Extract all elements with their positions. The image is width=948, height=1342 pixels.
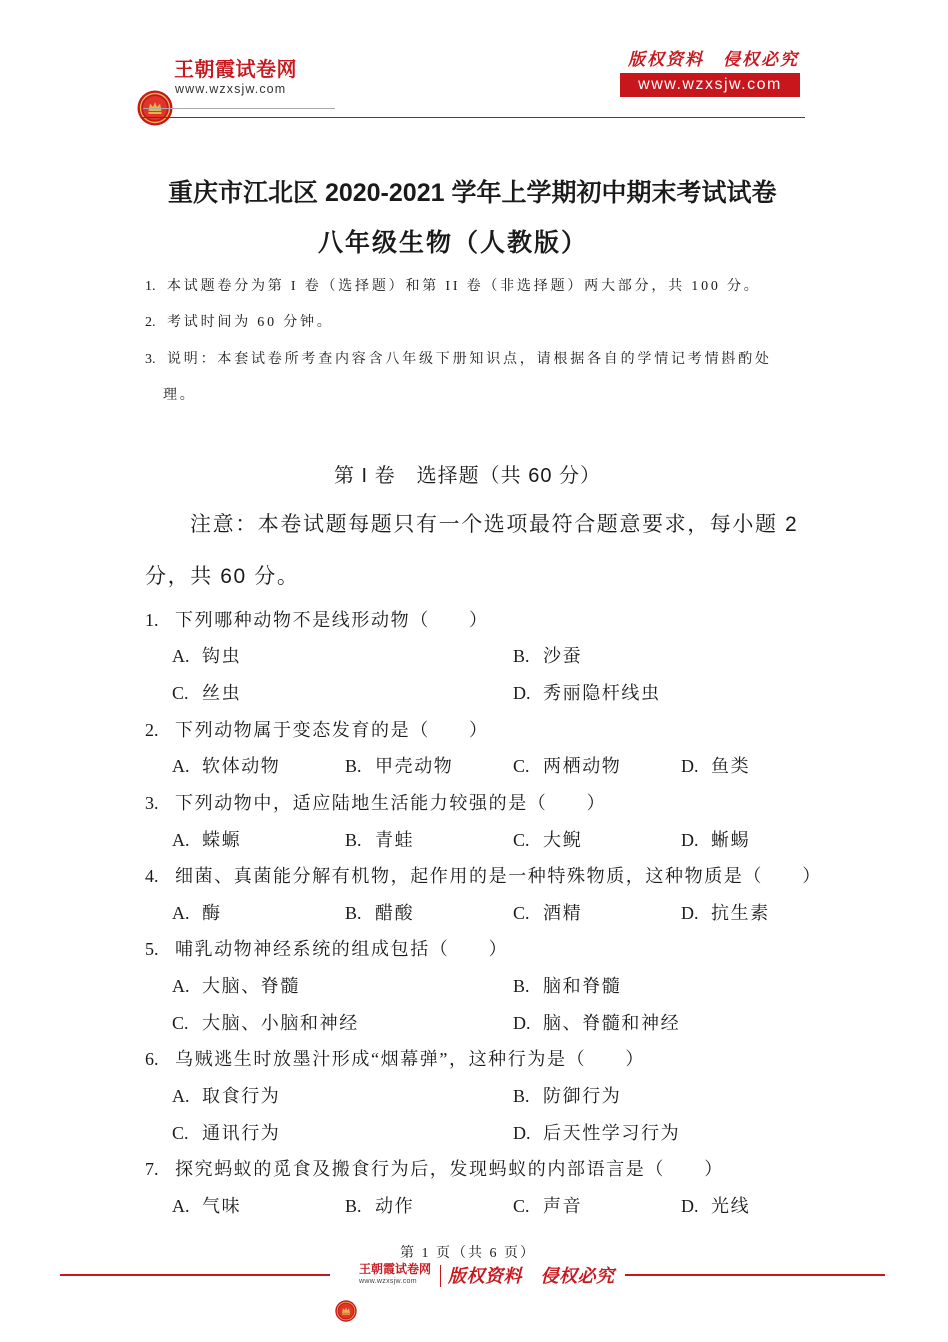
- copyright-notice: 版权资料 侵权必究: [628, 50, 799, 69]
- exam-title: 重庆市江北区 2020-2021 学年上学期初中期末考试试卷: [168, 179, 777, 207]
- option-d: [681, 901, 770, 925]
- option-text: 大鲵: [543, 830, 583, 850]
- option-d: [681, 754, 750, 778]
- question-number: 5.: [145, 939, 159, 959]
- option-b: [513, 974, 621, 998]
- footer-logo-name: 王朝霞试卷网: [359, 1262, 432, 1276]
- option-b: [345, 901, 414, 925]
- footer-rule-right: [625, 1274, 885, 1276]
- option-label: B.: [345, 830, 362, 850]
- option-c: [513, 828, 582, 852]
- option-text: 酶: [202, 903, 222, 923]
- option-label: D.: [513, 1013, 531, 1033]
- instruction-text: 考试时间为 60 分钟。: [167, 315, 334, 330]
- page-indicator: 第 1 页（共 6 页）: [400, 1246, 536, 1261]
- option-text: 大脑、小脑和神经: [202, 1013, 359, 1033]
- option-label: C.: [172, 1013, 189, 1033]
- option-label: D.: [513, 1123, 531, 1143]
- question-number: 4.: [145, 866, 159, 886]
- option-a: [172, 644, 241, 668]
- option-c: [172, 1011, 359, 1035]
- option-text: 防御行为: [543, 1086, 622, 1106]
- instruction-number: 3.: [145, 352, 156, 367]
- question-number: 3.: [145, 793, 159, 813]
- question-number: 6.: [145, 1049, 159, 1069]
- question-stem: [145, 1047, 645, 1071]
- option-label: C.: [513, 1196, 530, 1216]
- instruction-1: [145, 277, 761, 297]
- option-label: B.: [345, 903, 362, 923]
- option-text: 抗生素: [711, 903, 770, 923]
- footer-rule-left: [60, 1274, 330, 1276]
- option-text: 酒精: [543, 903, 583, 923]
- instruction-number: 1.: [145, 279, 156, 294]
- option-label: C.: [513, 830, 530, 850]
- option-text: 两栖动物: [543, 756, 622, 776]
- option-b: [345, 1194, 414, 1218]
- option-label: B.: [345, 1196, 362, 1216]
- logo-underline: [143, 108, 335, 109]
- option-label: D.: [681, 903, 699, 923]
- section-note-line-2: 分，共 60 分。: [145, 565, 300, 588]
- option-text: 丝虫: [202, 683, 242, 703]
- question-text: 下列动物中，适应陆地生活能力较强的是（ ）: [175, 793, 607, 813]
- option-text: 脑和脊髓: [543, 976, 622, 996]
- site-url-badge: www.wzxsjw.com: [620, 73, 800, 97]
- footer-copyright-notice: 版权资料 侵权必究: [448, 1266, 615, 1286]
- option-a: [172, 828, 241, 852]
- option-label: A.: [172, 903, 190, 923]
- question-stem: [145, 937, 508, 961]
- option-label: D.: [681, 830, 699, 850]
- option-label: A.: [172, 1196, 190, 1216]
- option-text: 秀丽隐杆线虫: [543, 683, 661, 703]
- option-label: B.: [345, 756, 362, 776]
- option-c: [172, 1121, 280, 1145]
- option-b: [513, 1084, 621, 1108]
- option-text: 通讯行为: [202, 1123, 281, 1143]
- option-text: 沙蚕: [543, 646, 583, 666]
- question-text: 细菌、真菌能分解有机物，起作用的是一种特殊物质，这种物质是（ ）: [175, 866, 822, 886]
- question-text: 下列动物属于变态发育的是（ ）: [175, 720, 489, 740]
- option-text: 醋酸: [375, 903, 415, 923]
- option-c: [513, 754, 621, 778]
- option-text: 后天性学习行为: [543, 1123, 681, 1143]
- option-a: [172, 901, 222, 925]
- option-text: 甲壳动物: [375, 756, 454, 776]
- option-text: 钩虫: [202, 646, 242, 666]
- option-c: [513, 901, 582, 925]
- option-text: 光线: [711, 1196, 751, 1216]
- option-label: A.: [172, 830, 190, 850]
- option-label: A.: [172, 756, 190, 776]
- footer-divider: [440, 1265, 441, 1287]
- question-number: 2.: [145, 720, 159, 740]
- option-b: [513, 644, 582, 668]
- seal-logo-icon: [137, 54, 173, 90]
- option-label: B.: [513, 646, 530, 666]
- question-number: 1.: [145, 610, 159, 630]
- option-d: [681, 828, 750, 852]
- option-label: C.: [172, 1123, 189, 1143]
- question-text: 下列哪种动物不是线形动物（ ）: [175, 610, 489, 630]
- option-label: A.: [172, 976, 190, 996]
- option-text: 声音: [543, 1196, 583, 1216]
- seal-logo-icon: [335, 1264, 357, 1286]
- option-text: 蜥蜴: [711, 830, 751, 850]
- option-b: [345, 754, 453, 778]
- option-label: D.: [681, 756, 699, 776]
- option-a: [172, 1084, 280, 1108]
- site-logo-url: www.wzxsjw.com: [175, 82, 287, 96]
- footer-logo-url: www.wzxsjw.com: [359, 1278, 417, 1285]
- option-d: [513, 681, 661, 705]
- option-d: [681, 1194, 750, 1218]
- option-d: [513, 1121, 680, 1145]
- question-stem: [145, 1157, 724, 1181]
- option-text: 气味: [202, 1196, 242, 1216]
- question-stem: [145, 791, 606, 815]
- option-text: 蝾螈: [202, 830, 242, 850]
- option-label: A.: [172, 1086, 190, 1106]
- option-c: [513, 1194, 582, 1218]
- option-label: B.: [513, 1086, 530, 1106]
- question-number: 7.: [145, 1159, 159, 1179]
- option-label: C.: [172, 683, 189, 703]
- question-text: 探究蚂蚁的觅食及搬食行为后，发现蚂蚁的内部语言是（ ）: [175, 1159, 724, 1179]
- header-divider: [143, 117, 805, 118]
- option-label: D.: [513, 683, 531, 703]
- instruction-text: 说明：本套试卷所考查内容含八年级下册知识点，请根据各自的学情记考情斟酌处: [167, 352, 772, 367]
- option-d: [513, 1011, 680, 1035]
- option-text: 取食行为: [202, 1086, 281, 1106]
- question-text: 乌贼逃生时放墨汁形成“烟幕弹”，这种行为是（ ）: [175, 1049, 645, 1069]
- exam-subtitle: 八年级生物（人教版）: [318, 229, 589, 257]
- section-note-line-1: 注意：本卷试题每题只有一个选项最符合题意要求，每小题 2: [190, 513, 799, 536]
- option-label: C.: [513, 903, 530, 923]
- option-a: [172, 754, 280, 778]
- instruction-3: [145, 350, 772, 370]
- option-text: 软体动物: [202, 756, 281, 776]
- site-logo-name: 王朝霞试卷网: [174, 59, 297, 81]
- option-c: [172, 681, 241, 705]
- option-label: D.: [681, 1196, 699, 1216]
- instruction-text: 理。: [163, 388, 197, 403]
- question-stem: [145, 718, 489, 742]
- question-stem: [145, 608, 489, 632]
- option-text: 脑、脊髓和神经: [543, 1013, 681, 1033]
- instruction-text: 本试题卷分为第 I 卷（选择题）和第 II 卷（非选择题）两大部分，共 100 分。: [167, 279, 761, 294]
- question-text: 哺乳动物神经系统的组成包括（ ）: [175, 939, 509, 959]
- section-heading: 第 I 卷 选择题（共 60 分）: [334, 465, 602, 487]
- option-label: B.: [513, 976, 530, 996]
- option-a: [172, 1194, 241, 1218]
- option-text: 动作: [375, 1196, 415, 1216]
- option-text: 鱼类: [711, 756, 751, 776]
- instruction-3-continued: [163, 386, 197, 406]
- instruction-number: 2.: [145, 315, 156, 330]
- option-a: [172, 974, 300, 998]
- option-label: C.: [513, 756, 530, 776]
- question-stem: [145, 864, 822, 888]
- option-text: 青蛙: [375, 830, 415, 850]
- instruction-2: [145, 313, 334, 333]
- option-label: A.: [172, 646, 190, 666]
- option-text: 大脑、脊髓: [202, 976, 300, 996]
- option-b: [345, 828, 414, 852]
